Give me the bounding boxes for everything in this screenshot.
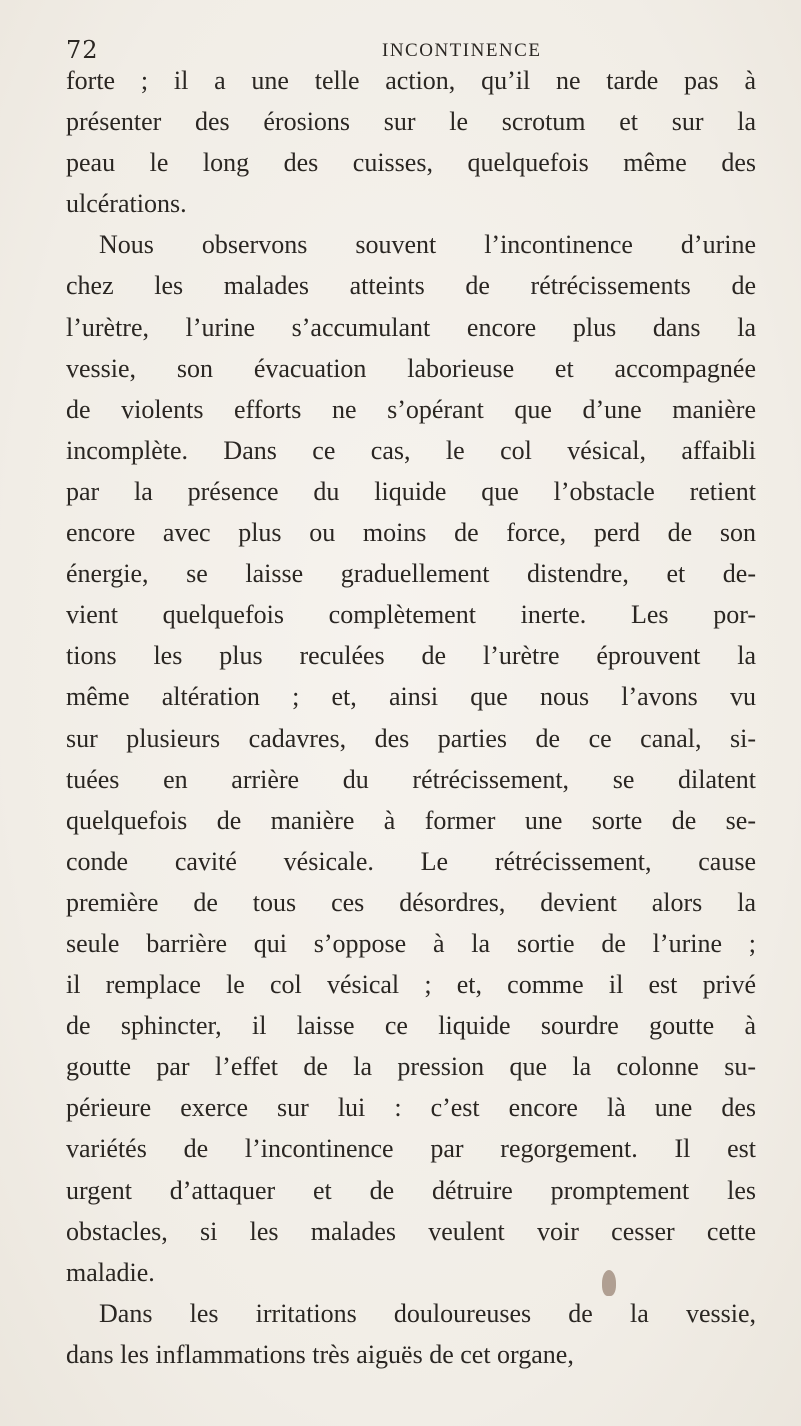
text-line: variétés de l’incontinence par regorgement. Il est — [66, 1134, 756, 1164]
text-line: dans les inflammations très aiguës de cet organe, — [66, 1339, 574, 1369]
paragraph-start-line: Dans les irritations douloureuses de la vessie, — [99, 1298, 756, 1328]
text-line: première de tous ces désordres, devient alors la — [66, 887, 756, 917]
text-line: vessie, son évacuation laborieuse et accompagnée — [66, 353, 756, 383]
text-line: chez les malades atteints de rétrécissements de — [66, 271, 756, 301]
text-line: urgent d’attaquer et de détruire promptement les — [66, 1175, 756, 1205]
text-line: forte ; il a une telle action, qu’il ne tarde pas à — [66, 66, 756, 95]
text-line: de sphincter, il laisse ce liquide sourdre goutte à — [66, 1011, 756, 1041]
text-line: périeure exerce sur lui : c’est encore là une des — [66, 1093, 756, 1123]
text-line: l’urètre, l’urine s’accumulant encore plus dans la — [66, 312, 756, 342]
running-head: INCONTINENCE — [382, 40, 542, 61]
text-line: présenter des érosions sur le scrotum et sur la — [66, 107, 756, 137]
text-line: ulcérations. — [66, 189, 187, 219]
ink-smudge-mark — [602, 1270, 616, 1296]
text-line: incomplète. Dans ce cas, le col vésical, affaibli — [66, 435, 756, 465]
page-number: 72 — [66, 36, 99, 64]
text-line: obstacles, si les malades veulent voir cesser cette — [66, 1216, 756, 1246]
text-line: maladie. — [66, 1257, 155, 1287]
text-line: quelquefois de manière à former une sorte de se- — [66, 805, 756, 835]
text-line: conde cavité vésicale. Le rétrécissement, cause — [66, 846, 756, 876]
text-line: sur plusieurs cadavres, des parties de ce canal, si- — [66, 723, 756, 753]
text-line: énergie, se laisse graduellement distendre, et de- — [66, 559, 756, 589]
text-line: encore avec plus ou moins de force, perd de son — [66, 518, 756, 548]
text-line: vient quelquefois complètement inerte. Les por- — [66, 600, 756, 630]
text-line: goutte par l’effet de la pression que la colonne su- — [66, 1052, 756, 1082]
text-line: peau le long des cuisses, quelquefois même des — [66, 148, 756, 178]
text-line: de violents efforts ne s’opérant que d’une manière — [66, 394, 756, 424]
text-line: par la présence du liquide que l’obstacle retient — [66, 476, 756, 506]
text-line: tions les plus reculées de l’urètre éprouvent la — [66, 641, 756, 671]
text-line: seule barrière qui s’oppose à la sortie de l’urine ; — [66, 928, 756, 958]
text-line: il remplace le col vésical ; et, comme il est privé — [66, 970, 756, 1000]
text-line: tuées en arrière du rétrécissement, se dilatent — [66, 764, 756, 794]
text-line: même altération ; et, ainsi que nous l’avons vu — [66, 682, 756, 712]
body-text — [66, 60, 756, 1375]
paragraph-start-line: Nous observons souvent l’incontinence d’urine — [99, 230, 756, 260]
